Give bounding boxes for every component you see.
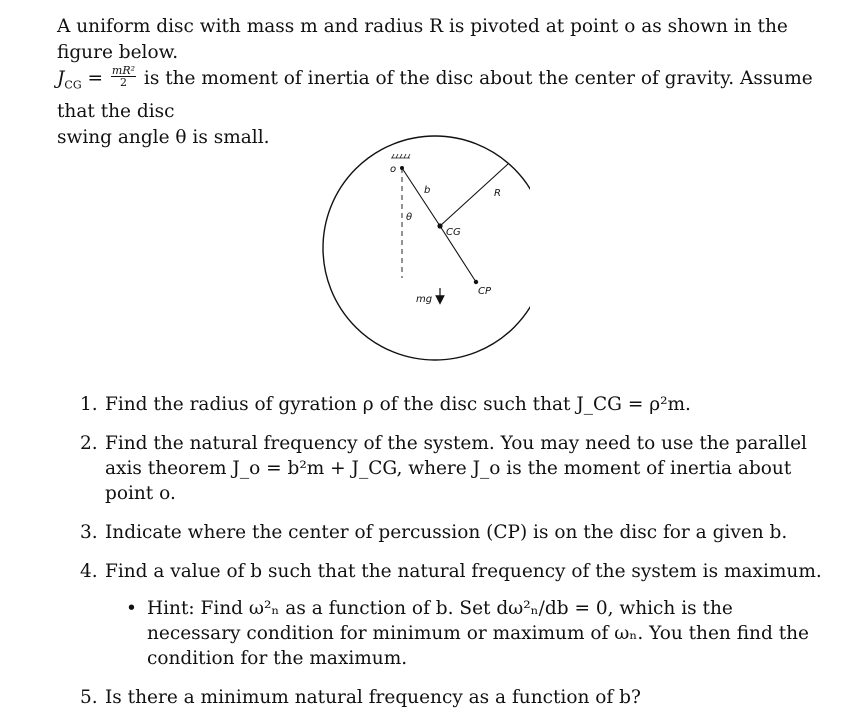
question-4 [80,559,830,671]
r-label: R [494,188,501,199]
hint-text: Hint: Find ω²ₙ as a function of b. Set dω²ₙ/db = 0, which is the necessary condition for minimum or maximum of ωₙ. You then find the condition for the maximum. [147,598,809,669]
cp-label: CP [478,286,492,297]
center-of-percussion-point [474,280,478,284]
question-list [80,392,830,724]
equals-sign: = [81,68,109,89]
question-2 [80,431,830,506]
intro-line-2 [57,63,827,125]
jcg-fraction [111,65,136,88]
intro-line-3: swing angle θ is small. [57,126,270,148]
question-text: Find a value of b such that the natural frequency of the system is maximum. [105,561,822,582]
disc-outline [323,136,530,360]
question-3 [80,520,830,545]
question-number: 1. [80,394,98,415]
question-number: 5. [80,687,98,708]
cg-label: CG [446,227,461,238]
bullet-icon: • [126,598,137,619]
disc-pendulum-figure [320,128,530,368]
question-number: 4. [80,561,98,582]
question-5 [80,685,830,710]
question-number: 3. [80,522,98,543]
b-label: b [424,185,431,196]
question-text: Is there a minimum natural frequency as a function of b? [105,687,641,708]
hint [126,596,830,671]
pivot-label: o [390,164,397,175]
question-1 [80,392,830,417]
mg-label: mg [416,294,433,305]
fraction-denominator: 2 [119,75,127,89]
question-text: Find the natural frequency of the system. You may need to use the parallel axis theorem J_o = b²m + J_CG, where J_o is the moment of inertia about point o. [105,433,807,504]
jcg-subscript: CG [64,78,82,92]
question-text: Indicate where the center of percussion (CP) is on the disc for a given b. [105,522,788,543]
fraction-numerator: mR² [111,63,136,77]
pivot-point [400,166,404,170]
ceiling-hatch [391,154,410,158]
question-number: 2. [80,433,98,454]
theta-label: θ [406,212,413,223]
jcg-symbol: J [57,68,65,89]
center-of-gravity-point [437,223,442,228]
intro-line-1: A uniform disc with mass m and radius R is pivoted at point o as shown in the figure below. [57,16,788,63]
intro-line-2-rest: is the moment of inertia of the disc about the center of gravity. Assume that the disc [57,68,813,122]
question-text: Find the radius of gyration ρ of the disc such that J_CG = ρ²m. [105,394,691,415]
